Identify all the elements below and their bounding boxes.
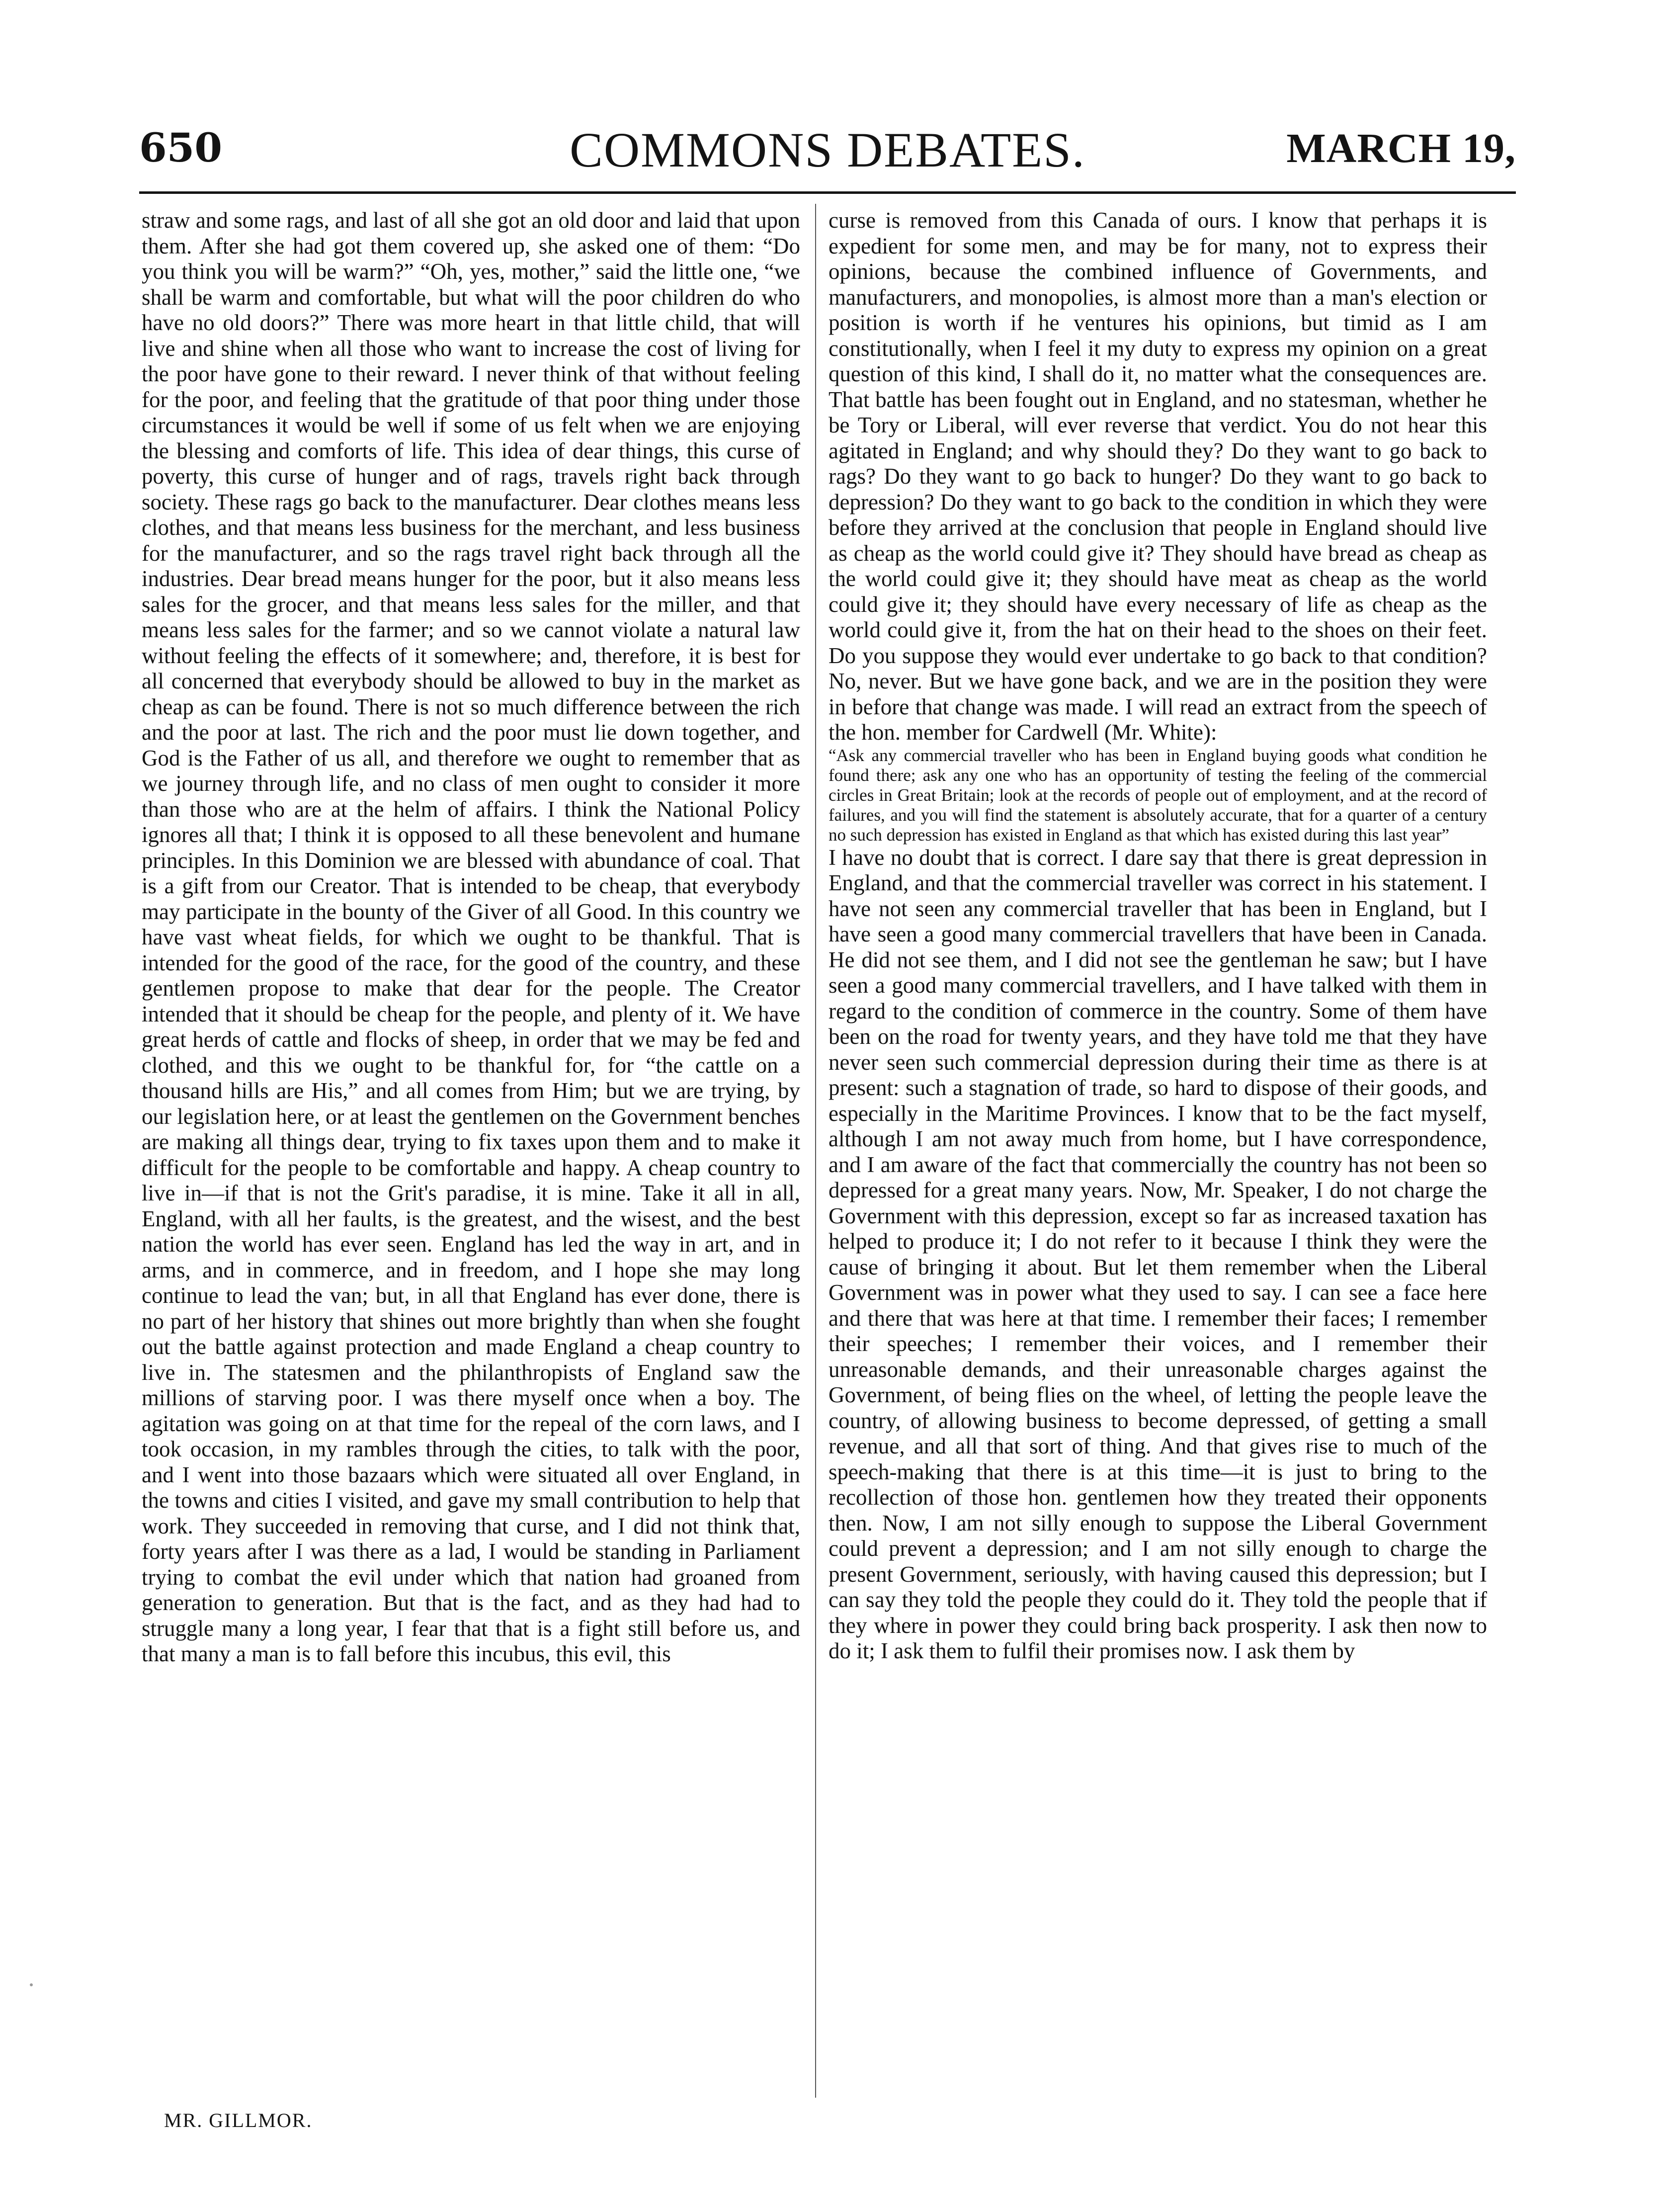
right-column-text-after-quote: I have no doubt that is correct. I dare say that there is great depression in England, and that the commercial traveller was correct in his statement. I have not seen any commercial traveller that has been in England, but I have seen a good many commercial travellers that have been in Canada. He did not see them, and I did not see the gentleman he saw; but I have seen a good many commercial travellers, and I have talked with them in regard to the condition of commerce in the country. Some of them have been on the road for twenty years, and they have told me that they have never seen such commercial depression during their time as there is at present: such a stagnation of trade, so hard to dispose of their goods, and especially in the Maritime Provinces. I know that to be the fact myself, although I am not away much from home, but I have correspondence, and I am aware of the fact that commercially the country has not been so depressed for a great many years. Now, Mr. Speaker, I do not charge the Government with this depression, except so far as increased taxation has helped to produce it; I do not refer to it because I think they were the cause of bringing it about. But let them remember when the Liberal Government was in power what they used to say. I can see a face here and there that was here at that time. I remember their faces; I remember their speeches; I remember their voices, and I remember their unreasonable demands, and their unreasonable charges against the Government, of being flies on the wheel, of letting the people leave the country, of allowing business to become depressed, of getting a small revenue, and all that sort of thing. And that gives rise to much of the speech-making that there is at this time—it is just to bring to the recollection of those hon. gentlemen how they treated their opponents then. Now, I am not silly enough to suppose the Liberal Government could prevent a depression; and I am not silly enough to charge the present Government, seriously, with having caused this depression; but I can say they told the people they could do it. They told the people that if they where in power they could bring back prosperity. I ask then now to do it; I ask them to fulfil their promises now. I ask them by (829, 845, 1487, 1663)
margin-speck (30, 1983, 33, 1986)
left-column-text: straw and some rags, and last of all she got an old door and laid that upon them. After she had got them covered up, she asked one of them: “Do you think you will be warm?” “Oh, yes, mother,” said the little one, “we shall be warm and comfortable, but what will the poor children do who have no old doors?” There was more heart in that little child, that will live and shine when all those who want to increase the cost of living for the poor have gone to their reward. I never think of that without feeling for the poor, and feeling that the gratitude of that poor thing under those circumstances it would be well if some of us felt when we are enjoying the blessing and comforts of life. This idea of dear things, this curse of poverty, this curse of hunger and of rags, travels right back through society. These rags go back to the manufacturer. Dear clothes means less clothes, and that means less business for the merchant, and less business for the manufacturer, and so the rags travel right back through all the industries. Dear bread means hunger for the poor, but it also means less sales for the grocer, and that means less sales for the miller, and that means less sales for the farmer; and so we cannot violate a natural law without feeling the effects of it somewhere; and, therefore, it is best for all concerned that everybody should be allowed to buy in the market as cheap as can be found. There is not so much difference between the rich and the poor at last. The rich and the poor must lie down together, and God is the Father of us all, and therefore we ought to remember that as we journey through life, and no class of men ought to consider it more than those who are at the helm of affairs. I think the National Policy ignores all that; I think it is opposed to all these benevolent and humane principles. In this Dominion we are blessed with abundance of coal. That is a gift from our Creator. That is intended to be cheap, that everybody may participate in the bounty of the Giver of all Good. In this country we have vast wheat fields, for which we ought to be thankful. That is intended for the good of the race, for the good of the country, and these gentlemen propose to make that dear for the people. The Creator intended that it should be cheap for the people, and plenty of it. We have great herds of cattle and flocks of sheep, in order that we may be fed and clothed, and this we ought to be thankful for, for “the cattle on a thousand hills are His,” and all comes from Him; but we are trying, by our legislation here, or at least the gentlemen on the Government benches are making all things dear, trying to fix taxes upon them and to make it difficult for the people to be comfortable and happy. A cheap country to live in—if that is not the Grit's paradise, it is mine. Take it all in all, England, with all her faults, is the greatest, and the wisest, and the best nation the world has ever seen. England has led the way in art, and in arms, and in commerce, and in freedom, and I hope she may long continue to lead the van; but, in all that England has ever done, there is no part of her history that shines out more brightly than when she fought out the battle against protection and made England a cheap country to live in. The statesmen and the philanthropists of England saw the millions of starving poor. I was there myself once when a boy. The agitation was going on at that time for the repeal of the corn laws, and I took occasion, in my rambles through the cities, to talk with the poor, and I went into those bazaars which were situated all over England, in the towns and cities I visited, and gave my small contribution to help that work. They succeeded in removing that curse, and I did not think that, forty years after I was there as a lad, I would be standing in Parliament trying to combat the evil under which that nation had groaned from generation to generation. But that is the fact, and as they had had to struggle many a long year, I fear that that is a fight still before us, and that many a man is to fall before this incubus, this evil, this (142, 208, 800, 1666)
column-divider (815, 204, 816, 2098)
left-column (142, 208, 800, 1667)
page-number: 650 (139, 124, 222, 171)
block-quote: “Ask any commercial traveller who has been in England buying goods what condition he found there; ask any one who has an opportunity of testing the feeling of the commercial circles in Great Britain; look at the records of people out of employment, and at the record of failures, and you will find the statement is absolutely accurate, that for a quarter of a century no such depression has existed in England as that which has existed during this last year” (829, 745, 1487, 845)
speaker-name: MR. GILLMOR. (164, 2109, 313, 2131)
right-column-text-before-quote: curse is removed from this Canada of ours. I know that perhaps it is expedient for some men, and may be for many, not to express their opinions, because the combined influence of Governments, and manufacturers, and monopolies, is almost more than a man's election or position is worth if he ventures his opinions, but timid as I am constitutionally, when I feel it my duty to express my opinion on a great question of this kind, I shall do it, no matter what the consequences are. That battle has been fought out in England, and no statesman, whether he be Tory or Liberal, will ever reverse that verdict. You do not hear this agitated in England; and why should they? Do they want to go back to rags? Do they want to go back to hunger? Do they want to go back to depression? Do they want to go back to the condition in which they were before they arrived at the conclusion that people in England should live as cheap as the world could give it? They should have bread as cheap as the world could give it; they should have meat as cheap as the world could give it; they should have every necessary of life as cheap as the world could give it, from the hat on their head to the shoes on their feet. Do you suppose they would ever undertake to go back to that condition? No, never. But we have gone back, and we are in the position they were in before that change was made. I will read an extract from the speech of the hon. member for Cardwell (Mr. White): (829, 208, 1487, 745)
header-rule (139, 191, 1516, 194)
right-column (829, 208, 1487, 1664)
running-title: COMMONS DEBATES. (570, 122, 1085, 177)
header-date: MARCH 19, (1286, 125, 1516, 171)
page-header (139, 114, 1516, 184)
